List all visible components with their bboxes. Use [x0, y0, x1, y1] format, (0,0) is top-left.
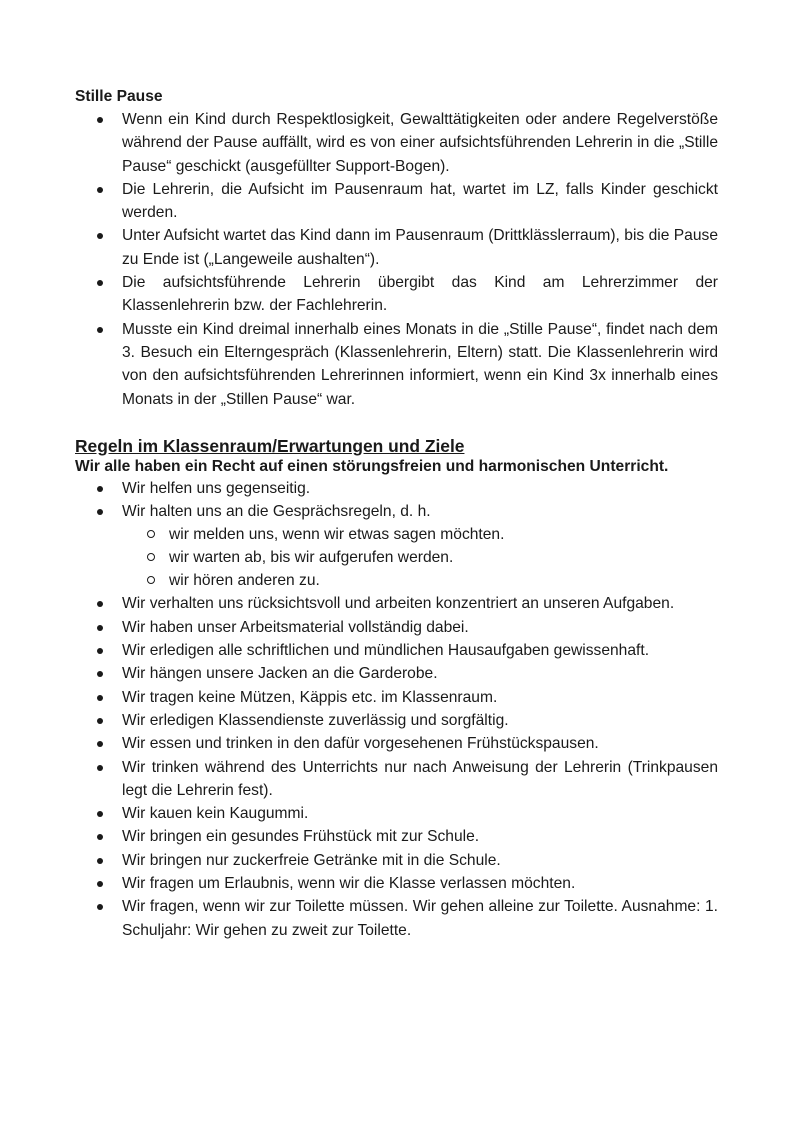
list-item: [75, 825, 718, 848]
list-item: [75, 849, 718, 872]
list-item-text: Unter Aufsicht wartet das Kind dann im Pausenraum (Drittklässlerraum), bis die Pause zu Ende ist („Langeweile aushalten“).: [122, 227, 718, 268]
list-item-text: Wir haben unser Arbeitsmaterial vollständig dabei.: [122, 618, 469, 636]
sub-list-item: [122, 546, 718, 569]
list-item: [75, 318, 718, 411]
bullet-icon: [97, 718, 103, 724]
list-item: [75, 732, 718, 755]
list-item-text: Wir tragen keine Mützen, Käppis etc. im Klassenraum.: [122, 688, 498, 706]
list-item-text: Wir verhalten uns rücksichtsvoll und arbeiten konzentriert an unseren Aufgaben.: [122, 595, 675, 613]
list-item-text: Wir bringen nur zuckerfreie Getränke mit in die Schule.: [122, 851, 501, 869]
list-item: [75, 500, 718, 592]
bullet-icon: [97, 881, 103, 887]
circle-bullet-icon: [147, 553, 155, 561]
stille-pause-list: [75, 108, 718, 411]
list-item-text: Wir trinken während des Unterrichts nur nach Anweisung der Lehrerin (Trinkpausen legt die Lehrerin fest).: [122, 758, 718, 799]
bullet-icon: [97, 741, 103, 747]
bullet-icon: [97, 834, 103, 840]
list-item: [75, 224, 718, 271]
document-page: [75, 86, 718, 942]
bullet-icon: [97, 509, 103, 515]
list-item: [75, 895, 718, 942]
list-item: [75, 686, 718, 709]
sub-list-item-text: wir hören anderen zu.: [169, 572, 320, 590]
list-item: [75, 592, 718, 615]
list-item: [75, 802, 718, 825]
bullet-icon: [97, 625, 103, 631]
bullet-icon: [97, 904, 103, 910]
section-title-regeln: Regeln im Klassenraum/Erwartungen und Ziele: [75, 435, 465, 456]
bullet-icon: [97, 811, 103, 817]
list-item-text: Wenn ein Kind durch Respektlosigkeit, Gewalttätigkeiten oder andere Regelverstöße während der Pause auffällt, wird es von einer aufsichtsführenden Lehrerin in die „Stille Pause“ geschickt (ausgefüllter Support-Bogen).: [122, 111, 718, 175]
bullet-icon: [97, 765, 103, 771]
list-item-text: Wir helfen uns gegenseitig.: [122, 479, 311, 497]
list-item: [75, 616, 718, 639]
bullet-icon: [97, 486, 103, 492]
sub-list-item: [122, 569, 718, 592]
sub-list-item: [122, 523, 718, 546]
list-item: [75, 178, 718, 225]
sub-list-item-text: wir warten ab, bis wir aufgerufen werden.: [169, 549, 454, 567]
list-item-text: Wir kauen kein Kaugummi.: [122, 805, 309, 823]
list-item-text: Wir essen und trinken in den dafür vorgesehenen Frühstückspausen.: [122, 735, 599, 753]
bullet-icon: [97, 695, 103, 701]
sub-list-item-text: wir melden uns, wenn wir etwas sagen möchten.: [169, 526, 505, 544]
circle-bullet-icon: [147, 576, 155, 584]
list-item: [75, 639, 718, 662]
section-heading-stille-pause: Stille Pause: [75, 88, 163, 105]
bullet-icon: [97, 117, 103, 123]
list-item: [75, 872, 718, 895]
list-item: [75, 709, 718, 732]
bullet-icon: [97, 648, 103, 654]
sub-list: [122, 523, 718, 592]
regeln-list: [75, 477, 718, 942]
bullet-icon: [97, 187, 103, 193]
bullet-icon: [97, 280, 103, 286]
bullet-icon: [97, 327, 103, 333]
bullet-icon: [97, 601, 103, 607]
list-item-text: Die Lehrerin, die Aufsicht im Pausenraum hat, wartet im LZ, falls Kinder geschickt werden.: [122, 180, 718, 222]
list-item-text: Wir hängen unsere Jacken an die Garderobe.: [122, 665, 438, 683]
list-item: [75, 477, 718, 500]
list-item-text: Wir fragen, wenn wir zur Toilette müssen. Wir gehen alleine zur Toilette. Ausnahme: 1. Schuljahr: Wir gehen zu zweit zur Toilette.: [122, 898, 718, 939]
circle-bullet-icon: [147, 530, 155, 538]
bullet-icon: [97, 671, 103, 677]
section-intro: Wir alle haben ein Recht auf einen störungsfreien und harmonischen Unterricht.: [75, 457, 669, 475]
list-item-text: Wir halten uns an die Gesprächsregeln, d. h.: [122, 503, 431, 521]
list-item-text: Musste ein Kind dreimal innerhalb eines Monats in die „Stille Pause“, findet nach dem 3. Besuch ein Elterngespräch (Klassenlehrerin, Eltern) statt. Die Klassenlehrerin wird von den aufsichtsführenden Lehrerinnen informiert, wenn ein Kind 3x innerhalb eines Monats in der „Stillen Pause“ war.: [122, 320, 718, 408]
list-item: [75, 662, 718, 685]
list-item-text: Wir bringen ein gesundes Frühstück mit zur Schule.: [122, 828, 480, 846]
list-item-text: Wir erledigen alle schriftlichen und mündlichen Hausaufgaben gewissenhaft.: [122, 642, 650, 660]
list-item: [75, 271, 718, 318]
list-item-text: Wir erledigen Klassendienste zuverlässig und sorgfältig.: [122, 711, 509, 729]
bullet-icon: [97, 233, 103, 239]
list-item: [75, 756, 718, 803]
list-item: [75, 108, 718, 178]
section-spacer: [75, 411, 718, 435]
list-item-text: Wir fragen um Erlaubnis, wenn wir die Klasse verlassen möchten.: [122, 875, 576, 893]
bullet-icon: [97, 858, 103, 864]
list-item-text: Die aufsichtsführende Lehrerin übergibt das Kind am Lehrerzimmer der Klassenlehrerin bzw. der Fachlehrerin.: [122, 274, 718, 315]
